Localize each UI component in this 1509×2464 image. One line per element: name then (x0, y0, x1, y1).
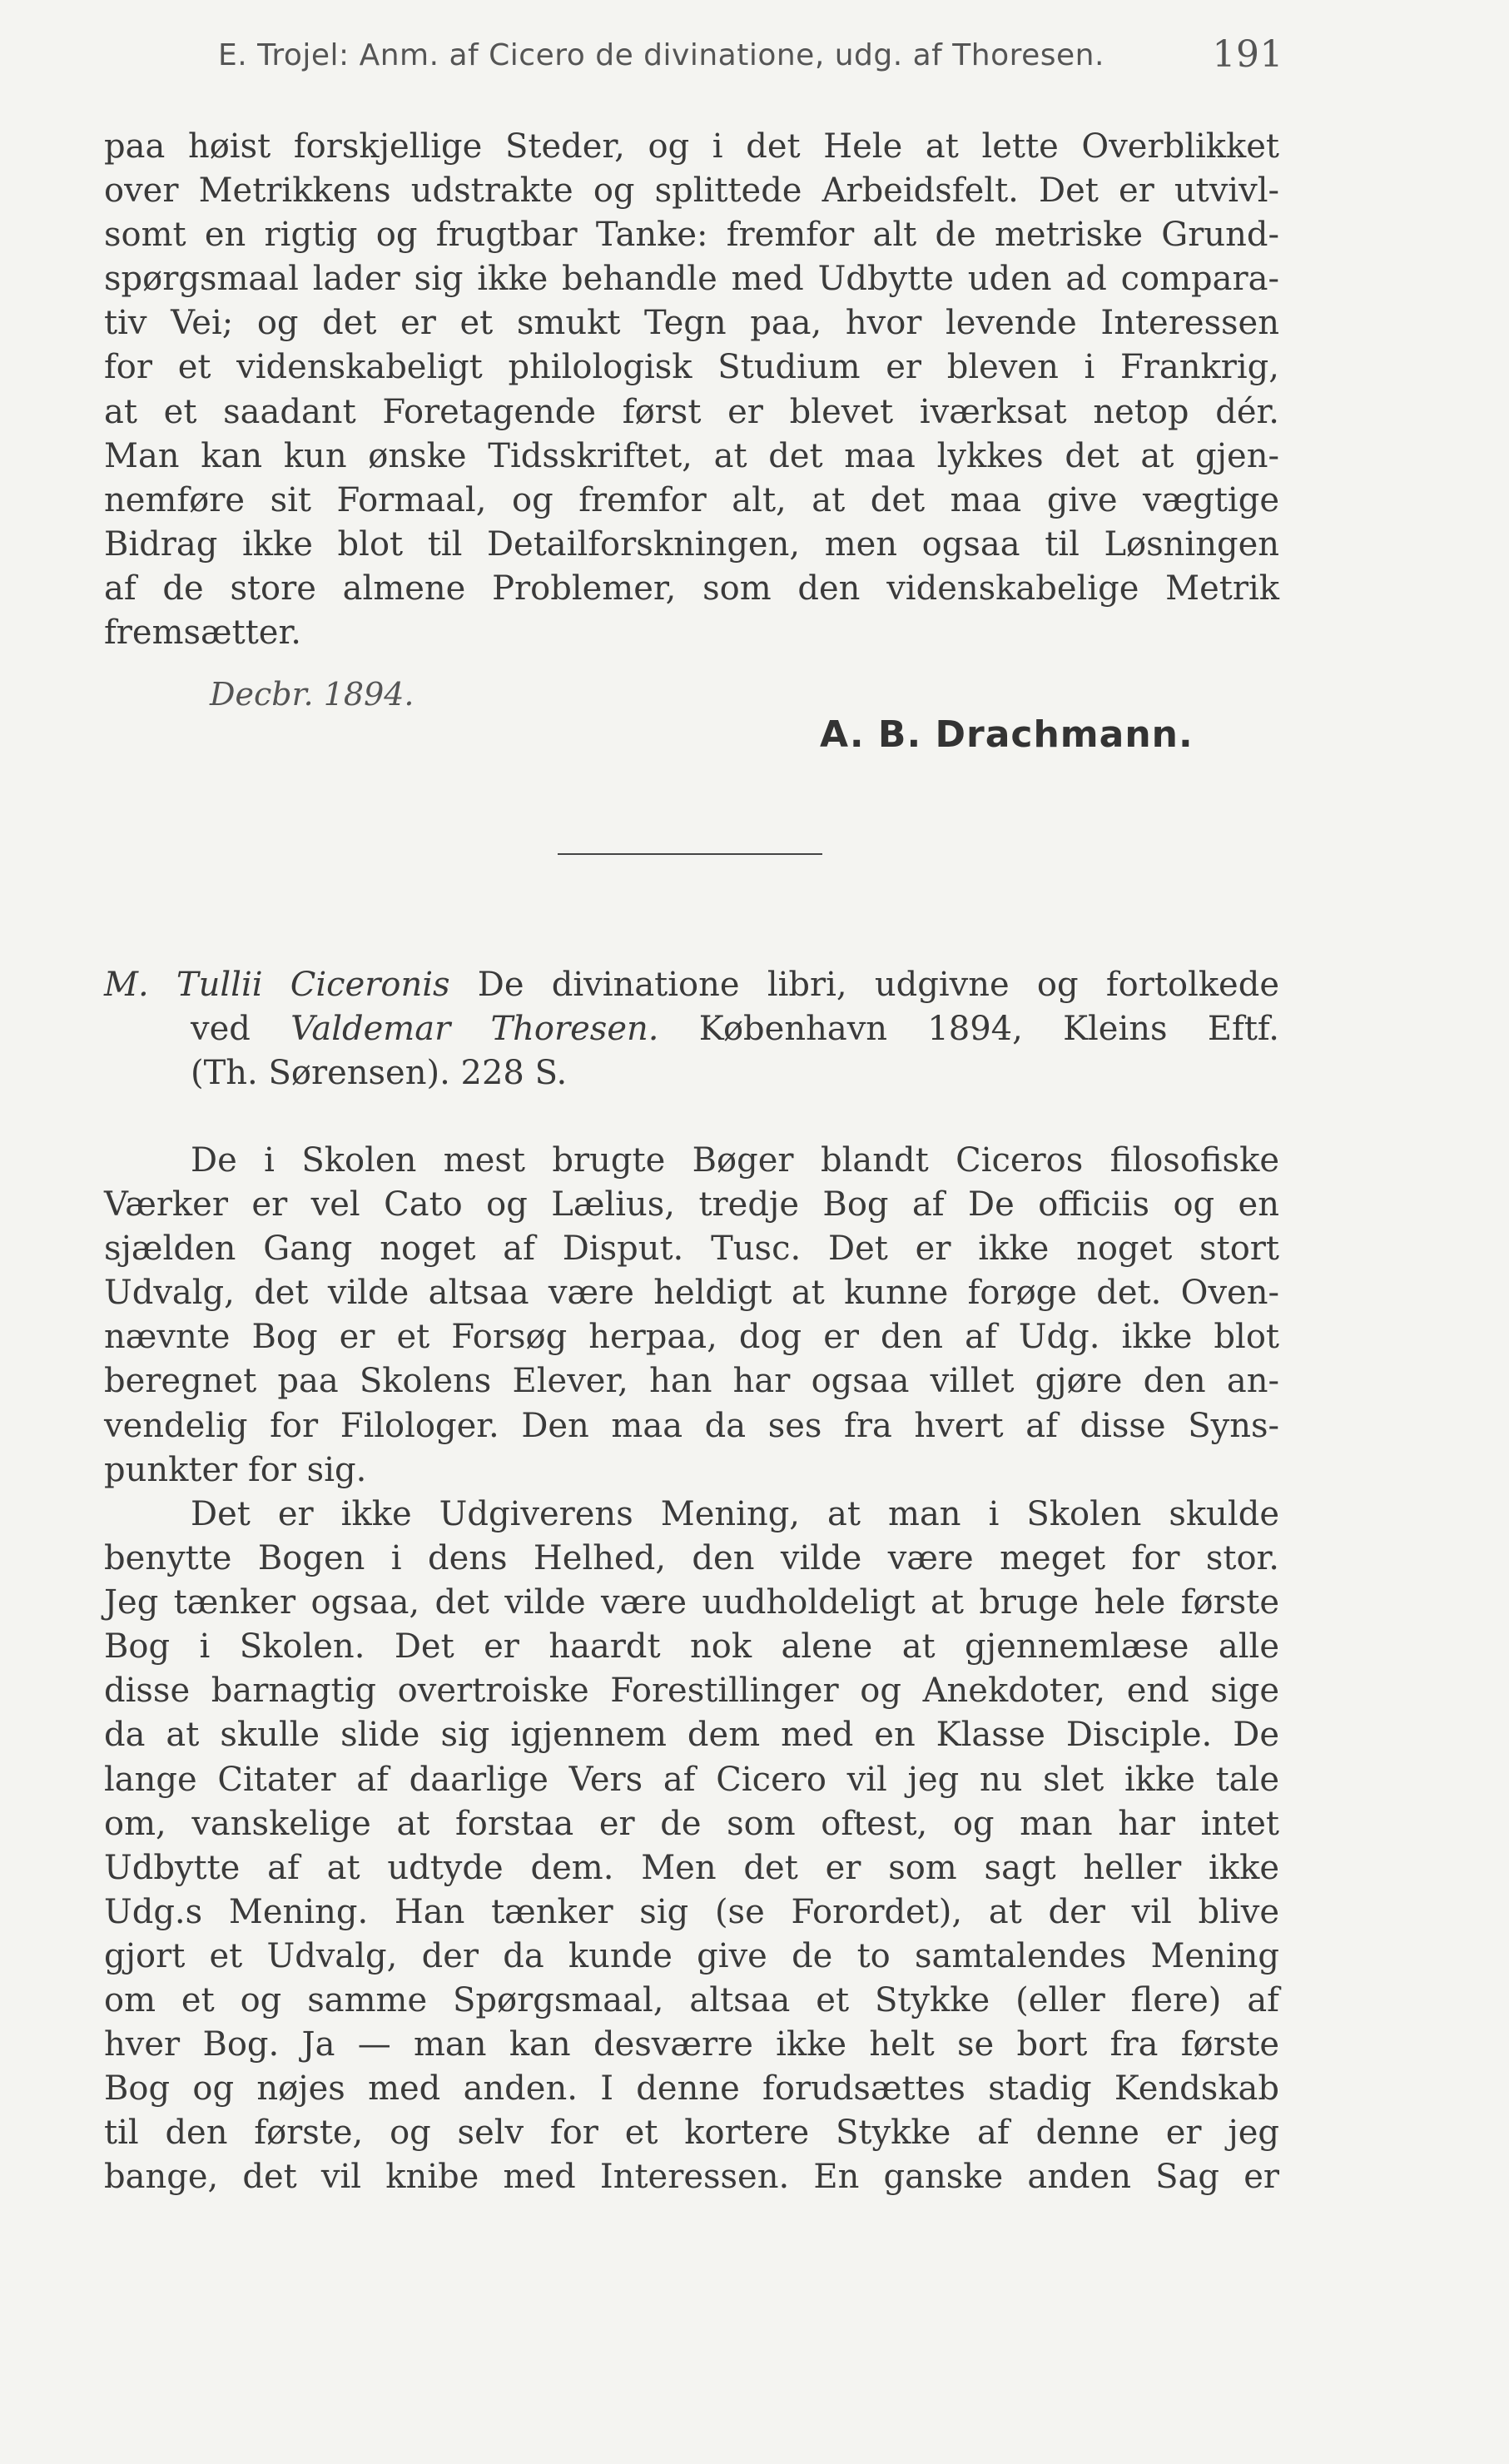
citation-ved: ved (191, 1010, 251, 1049)
reviewer-signature: A. B. Drachmann. (820, 713, 1194, 756)
paragraph-selection (104, 1139, 1279, 1493)
citation-line (104, 963, 1279, 1007)
text-line: om et og samme Spørgsmaal, altsaa et Stykke (eller flere) af (104, 1981, 1279, 2020)
text-line: spørgsmaal lader sig ikke behandle med Udbytte uden ad compara- (104, 260, 1279, 299)
text-line: at et saadant Foretagende først er blevet iværksat netop dér. (104, 392, 1279, 431)
running-head (218, 33, 1283, 83)
paragraph-review-ending (104, 125, 1279, 655)
text-line: benytte Bogen i dens Helhed, den vilde være meget for stor. (104, 1539, 1279, 1578)
text-line: nævnte Bog er et Forsøg herpaa, dog er den af Udg. ikke blot (104, 1318, 1279, 1357)
text-line: Udbytte af at udtyde dem. Men det er som sagt heller ikke (104, 1848, 1279, 1887)
citation-line (104, 1007, 1279, 1051)
text-line: om, vanskelige at forstaa er de som oftest, og man har intet (104, 1804, 1279, 1843)
text-line: da at skulle slide sig igjennem dem med en Klasse Disciple. De (104, 1716, 1279, 1755)
bibliographic-citation (104, 963, 1279, 1095)
citation-title: De divinatione libri, udgivne og fortolkede (477, 966, 1279, 1004)
text-line: somt en rigtig og frugtbar Tanke: fremfor alt de metriske Grund- (104, 216, 1279, 255)
running-head-title: E. Trojel: Anm. af Cicero de divinatione, udg. af Thoresen. (218, 38, 1104, 72)
text-line: Bog i Skolen. Det er haardt nok alene at gjennemlæse alle (104, 1627, 1279, 1667)
text-line: Jeg tænker ogsaa, det vilde være uudholdeligt at bruge hele første (104, 1583, 1279, 1622)
citation-publisher: København 1894, Kleins Eftf. (698, 1010, 1280, 1049)
text-line: paa høist forskjellige Steder, og i det Hele at lette Overblikket (104, 127, 1279, 166)
citation-author: M. Tullii Ciceronis (104, 966, 450, 1004)
page-number: 191 (1212, 33, 1283, 76)
text-line: Udvalg, det vilde altsaa være heldigt at kunne forøge det. Oven- (104, 1274, 1279, 1313)
text-line: De i Skolen mest brugte Bøger blandt Ciceros filosofiske (191, 1141, 1279, 1180)
review-date: Decbr. 1894. (210, 676, 414, 713)
text-line: lange Citater af daarlige Vers af Cicero vil jeg nu slet ikke tale (104, 1760, 1279, 1799)
text-line: vendelig for Filologer. Den maa da ses fra hvert af disse Syns- (104, 1406, 1279, 1445)
text-line: gjort et Udvalg, der da kunde give de to samtalendes Mening (104, 1936, 1279, 1975)
text-line: til den første, og selv for et kortere Stykke af denne er jeg (104, 2114, 1279, 2153)
text-line: over Metrikkens udstrakte og splittede Arbeidsfelt. Det er utvivl- (104, 171, 1279, 211)
text-line: Bidrag ikke blot til Detailforskningen, men ogsaa til Løsningen (104, 524, 1279, 564)
text-line: bange, det vil knibe med Interessen. En ganske anden Sag er (104, 2158, 1279, 2197)
text-line: af de store almene Problemer, som den videnskabelige Metrik (104, 569, 1279, 608)
citation-editor: Valdemar Thoresen. (290, 1010, 659, 1049)
text-line: for et videnskabeligt philologisk Studium er bleven i Frankrig, (104, 348, 1279, 387)
text-line: fremsætter. (104, 614, 301, 653)
paragraph-editor-intent (104, 1493, 1279, 2200)
text-line: sjælden Gang noget af Disput. Tusc. Det er ikke noget stort (104, 1230, 1279, 1269)
text-line: tiv Vei; og det er et smukt Tegn paa, hvor levende Interessen (104, 304, 1279, 343)
text-line: beregnet paa Skolens Elever, han har ogsaa villet gjøre den an- (104, 1362, 1279, 1401)
section-divider (558, 853, 822, 855)
text-line: disse barnagtig overtroiske Forestillinger og Anekdoter, end sige (104, 1672, 1279, 1711)
text-line: punkter for sig. (104, 1450, 367, 1489)
text-line: Værker er vel Cato og Lælius, tredje Bog af De officiis og en (104, 1185, 1279, 1225)
text-line: Det er ikke Udgiverens Mening, at man i Skolen skulde (191, 1495, 1279, 1533)
text-line: Man kan kun ønske Tidsskriftet, at det maa lykkes det at gjen- (104, 436, 1279, 475)
text-line: nemføre sit Formaal, og fremfor alt, at det maa give vægtige (104, 480, 1279, 519)
text-line: hver Bog. Ja — man kan desværre ikke helt se bort fra første (104, 2025, 1279, 2064)
text-line: Bog og nøjes med anden. I denne forudsættes stadig Kendskab (104, 2069, 1279, 2109)
text-line: Udg.s Mening. Han tænker sig (se Forordet), at der vil blive (104, 1892, 1279, 1931)
citation-line: (Th. Sørensen). 228 S. (191, 1054, 568, 1093)
